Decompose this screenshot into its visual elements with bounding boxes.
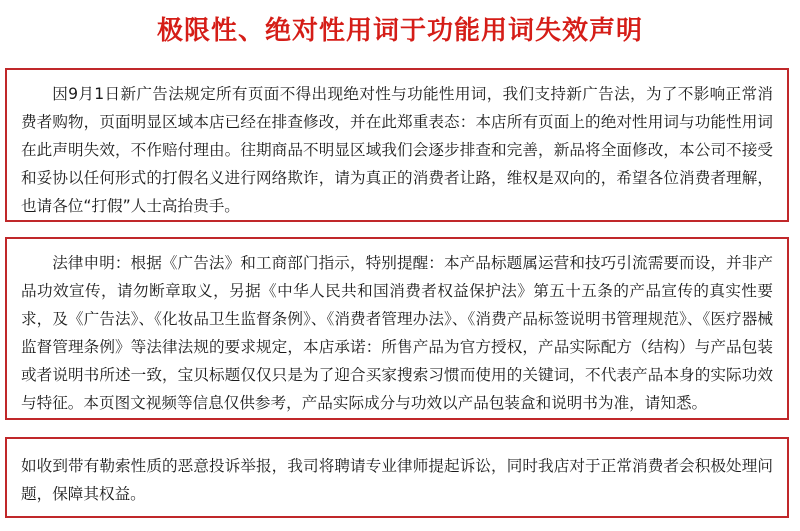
notice-box-new-ad-law bbox=[5, 68, 789, 222]
notice-box-malicious-complaint bbox=[5, 437, 789, 518]
page-title: 极限性、绝对性用词于功能用词失效声明 bbox=[156, 16, 643, 46]
notice-text: 法律申明：根据《广告法》和工商部门指示，特别提醒：本产品标题属运营和技巧引流需要而设，并非产品功效宣传，请勿断章取义，另据《中华人民共和国消费者权益保护法》第五十五条的产品宣传的真实性要求，及《广告法》、《化妆品卫生监督条例》、《消费者管理办法》、《消费产品标签说明书管理规范》、《医疗器械监督管理条例》等法律法规的要求规定，本店承诺：所售产品为官方授权，产品实际配方（结构）与产品包装或者说明书所述一致，宝贝标题仅仅只是为了迎合买家搜索习惯而使用的关键词，不代表产品本身的实际功效与特征。本页图文视频等信息仅供参考，产品实际成分与功效以产品包装盒和说明书为准，请知悉。 bbox=[21, 254, 773, 412]
notice-text: 如收到带有勒索性质的恶意投诉举报，我司将聘请专业律师提起诉讼，同时我店对于正常消费者会积极处理问题，保障其权益。 bbox=[21, 457, 773, 503]
notice-text: 因9月1日新广告法规定所有页面不得出现绝对性与功能性用词，我们支持新广告法，为了不影响正常消费者购物，页面明显区域本店已经在排查修改，并在此郑重表态：本店所有页面上的绝对性用词与功能性用词在此声明失效，不作赔付理由。往期商品不明显区域我们会逐步排查和完善，新品将全面修改，本公司不接受和妥协以任何形式的打假名义进行网络欺诈，请为真正的消费者让路，维权是双向的，希望各位消费者理解，也请各位“打假”人士高抬贵手。 bbox=[21, 85, 773, 215]
notice-box-legal-statement bbox=[5, 237, 789, 420]
